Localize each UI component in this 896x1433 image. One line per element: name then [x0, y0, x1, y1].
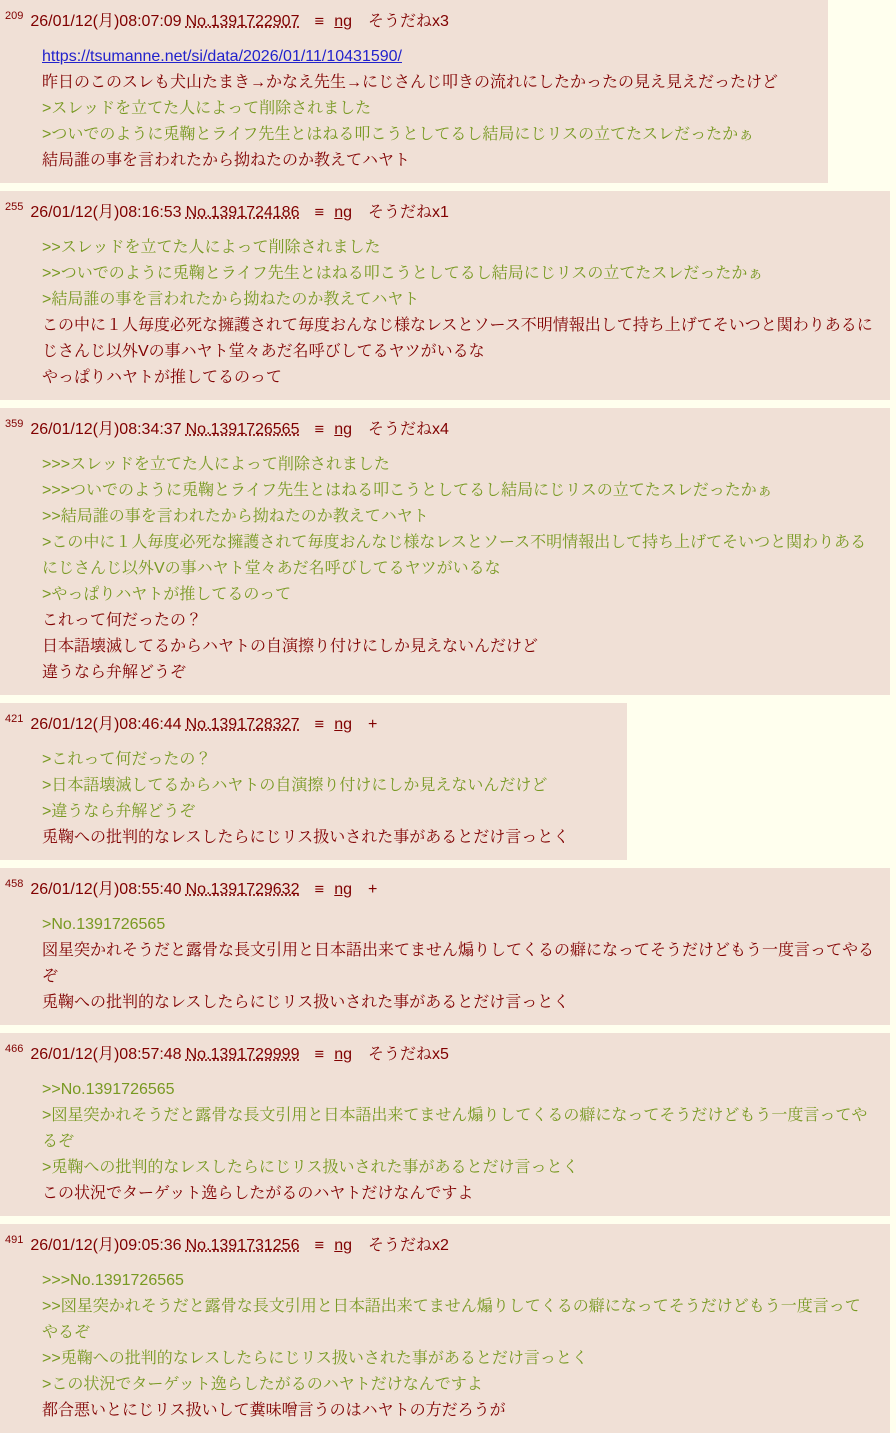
- sodane-plus-button[interactable]: +: [368, 716, 378, 733]
- post-date: 26/01/12(月)08:55:40: [30, 881, 182, 898]
- post-number-link[interactable]: No.1391722907: [185, 13, 300, 30]
- sodane-button[interactable]: そうだねx3: [368, 13, 449, 30]
- post-421: [0, 703, 627, 860]
- post-body: [42, 44, 820, 174]
- post-body: [42, 235, 882, 391]
- ng-link[interactable]: ng: [334, 204, 353, 221]
- post-458: [0, 868, 890, 1025]
- text-line: この状況でターゲット逸らしたがるのハヤトだけなんですよ: [42, 1185, 474, 1202]
- text-line: 違うなら弁解どうぞ: [42, 664, 187, 681]
- post-number-link[interactable]: No.1391731256: [185, 1237, 300, 1254]
- quoted-text-line: >これって何だったの？: [42, 751, 212, 768]
- quoted-text-line: >>スレッドを立てた人によって削除されました: [42, 239, 381, 256]
- post-header: [5, 414, 882, 440]
- text-line: 図星突かれそうだと露骨な長文引用と日本語出来てません煽りしてくるの癖になってそうだけどもう一度言ってやるぞ: [42, 942, 875, 985]
- reply-count-index: 458: [5, 878, 24, 890]
- quoted-text-line: >ついでのように兎鞠とライフ先生とはねる叩こうとしてるし結局にじリスの立てたスレだったかぁ: [42, 126, 755, 143]
- post-menu-icon[interactable]: ≡: [315, 13, 325, 30]
- post-209: [0, 0, 828, 183]
- post-number-link[interactable]: No.1391728327: [185, 716, 300, 733]
- ng-link[interactable]: ng: [334, 13, 353, 30]
- post-number-link[interactable]: No.1391729632: [185, 881, 300, 898]
- text-line: 兎鞠への批判的なレスしたらにじリス扱いされた事があるとだけ言っとく: [42, 994, 570, 1011]
- post-menu-icon[interactable]: ≡: [315, 1046, 325, 1063]
- post-255: [0, 191, 890, 400]
- quoted-text-line: >違うなら弁解どうぞ: [42, 803, 196, 820]
- quoted-text-line: >>No.1391726565: [42, 1081, 175, 1098]
- post-466: [0, 1033, 890, 1216]
- post-menu-icon[interactable]: ≡: [315, 1237, 325, 1254]
- quoted-text-line: >やっぱりハヤトが推してるのって: [42, 586, 292, 603]
- sodane-button[interactable]: そうだねx4: [368, 421, 449, 438]
- text-line: 兎鞠への批判的なレスしたらにじリス扱いされた事があるとだけ言っとく: [42, 829, 570, 846]
- post-date: 26/01/12(月)08:34:37: [30, 421, 182, 438]
- quoted-text-line: >この状況でターゲット逸らしたがるのハヤトだけなんですよ: [42, 1376, 483, 1393]
- sodane-plus-button[interactable]: +: [368, 881, 378, 898]
- post-header: [5, 1230, 882, 1256]
- post-date: 26/01/12(月)09:05:36: [30, 1237, 182, 1254]
- quoted-text-line: >この中に１人毎度必死な擁護されて毎度おんなじ様なレスとソース不明情報出して持ち上げてそいつと関わりあるにじさんじ以外Vの事ハヤト堂々あだ名呼びしてるヤツがいるな: [42, 534, 867, 577]
- quoted-text-line: >>>スレッドを立てた人によって削除されました: [42, 456, 390, 473]
- ng-link[interactable]: ng: [334, 881, 353, 898]
- reply-count-index: 359: [5, 418, 24, 430]
- ng-link[interactable]: ng: [334, 1046, 353, 1063]
- post-body: [42, 452, 882, 686]
- text-line: やっぱりハヤトが推してるのって: [42, 369, 282, 386]
- external-link[interactable]: https://tsumanne.net/si/data/2026/01/11/10431590/: [42, 48, 402, 65]
- reply-count-index: 421: [5, 713, 24, 725]
- quoted-text-line: >>兎鞠への批判的なレスしたらにじリス扱いされた事があるとだけ言っとく: [42, 1350, 588, 1367]
- post-date: 26/01/12(月)08:46:44: [30, 716, 182, 733]
- post-body: [42, 912, 882, 1016]
- post-header: [5, 6, 820, 32]
- post-491: [0, 1224, 890, 1433]
- quoted-text-line: >No.1391726565: [42, 916, 166, 933]
- text-line: 都合悪いとにじリス扱いして糞味噌言うのはハヤトの方だろうが: [42, 1402, 506, 1419]
- reply-count-index: 255: [5, 201, 24, 213]
- sodane-button[interactable]: そうだねx2: [368, 1237, 449, 1254]
- ng-link[interactable]: ng: [334, 421, 353, 438]
- post-menu-icon[interactable]: ≡: [315, 716, 325, 733]
- post-header: [5, 874, 882, 900]
- reply-count-index: 491: [5, 1234, 24, 1246]
- post-menu-icon[interactable]: ≡: [315, 881, 325, 898]
- quoted-text-line: >>>No.1391726565: [42, 1272, 184, 1289]
- ng-link[interactable]: ng: [334, 1237, 353, 1254]
- quoted-text-line: >スレッドを立てた人によって削除されました: [42, 100, 372, 117]
- quoted-text-line: >>>ついでのように兎鞠とライフ先生とはねる叩こうとしてるし結局にじリスの立てたスレだったかぁ: [42, 482, 773, 499]
- quoted-text-line: >>結局誰の事を言われたから拗ねたのか教えてハヤト: [42, 508, 429, 525]
- quoted-text-line: >>図星突かれそうだと露骨な長文引用と日本語出来てません煽りしてくるの癖になってそうだけどもう一度言ってやるぞ: [42, 1298, 861, 1341]
- post-header: [5, 709, 619, 735]
- sodane-button[interactable]: そうだねx5: [368, 1046, 449, 1063]
- reply-count-index: 466: [5, 1043, 24, 1055]
- post-number-link[interactable]: No.1391729999: [185, 1046, 300, 1063]
- post-number-link[interactable]: No.1391724186: [185, 204, 300, 221]
- text-line: 日本語壊滅してるからハヤトの自演擦り付けにしか見えないんだけど: [42, 638, 539, 655]
- post-body: [42, 1268, 882, 1424]
- quoted-text-line: >結局誰の事を言われたから拗ねたのか教えてハヤト: [42, 291, 420, 308]
- post-menu-icon[interactable]: ≡: [315, 204, 325, 221]
- quoted-text-line: >日本語壊滅してるからハヤトの自演擦り付けにしか見えないんだけど: [42, 777, 548, 794]
- ng-link[interactable]: ng: [334, 716, 353, 733]
- quoted-text-line: >兎鞠への批判的なレスしたらにじリス扱いされた事があるとだけ言っとく: [42, 1159, 579, 1176]
- text-line: これって何だったの？: [42, 612, 203, 629]
- post-menu-icon[interactable]: ≡: [315, 421, 325, 438]
- quoted-text-line: >>ついでのように兎鞠とライフ先生とはねる叩こうとしてるし結局にじリスの立てたスレだったかぁ: [42, 265, 764, 282]
- post-359: [0, 408, 890, 695]
- post-body: [42, 747, 619, 851]
- post-date: 26/01/12(月)08:57:48: [30, 1046, 182, 1063]
- text-line: 昨日のこのスレも犬山たまき→かなえ先生→にじさんじ叩きの流れにしたかったの見え見えだったけど: [42, 74, 779, 91]
- post-date: 26/01/12(月)08:07:09: [30, 13, 182, 30]
- sodane-button[interactable]: そうだねx1: [368, 204, 449, 221]
- post-date: 26/01/12(月)08:16:53: [30, 204, 182, 221]
- post-header: [5, 1039, 882, 1065]
- text-line: 結局誰の事を言われたから拗ねたのか教えてハヤト: [42, 152, 411, 169]
- text-line: この中に１人毎度必死な擁護されて毎度おんなじ様なレスとソース不明情報出して持ち上げてそいつと関わりあるにじさんじ以外Vの事ハヤト堂々あだ名呼びしてるヤツがいるな: [42, 317, 873, 360]
- quoted-text-line: >図星突かれそうだと露骨な長文引用と日本語出来てません煽りしてくるの癖になってそうだけどもう一度言ってやるぞ: [42, 1107, 868, 1150]
- post-body: [42, 1077, 882, 1207]
- post-header: [5, 197, 882, 223]
- reply-count-index: 209: [5, 10, 24, 22]
- post-number-link[interactable]: No.1391726565: [185, 421, 300, 438]
